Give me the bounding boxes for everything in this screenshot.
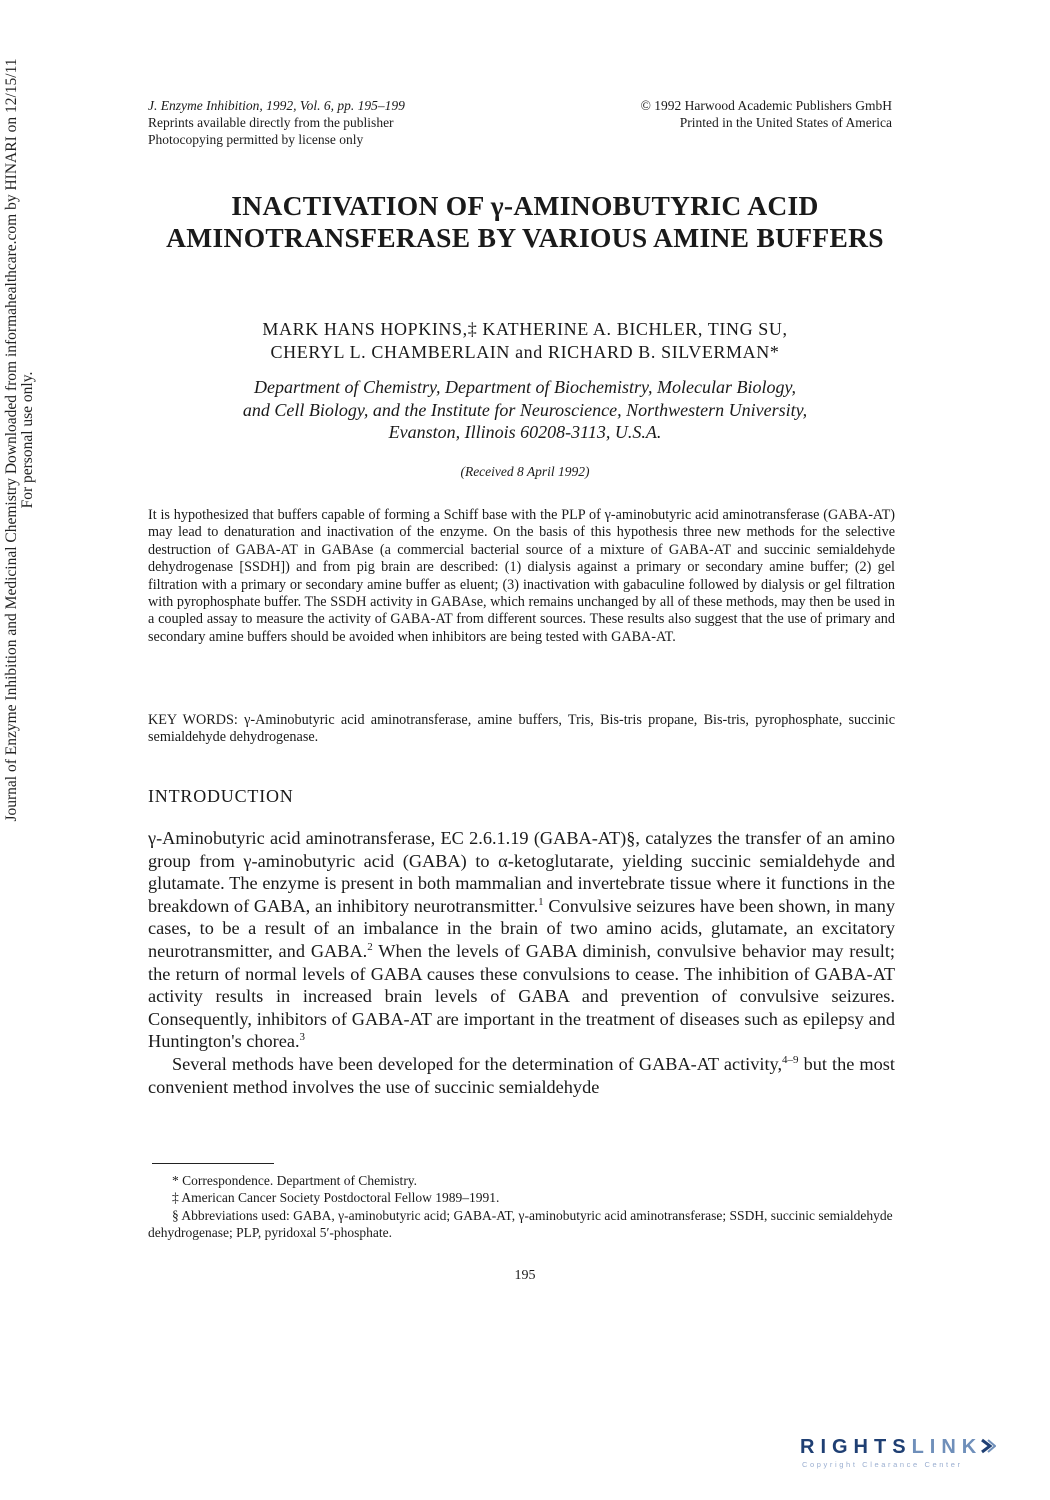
footnote: * Correspondence. Department of Chemistry.: [172, 1173, 418, 1188]
keywords-text: γ-Aminobutyric acid aminotransferase, amine buffers, Tris, Bis-tris propane, Bis-tris, pyrophosphate, succinic semialdehyde dehydrogenase.: [148, 712, 896, 746]
affiliation-line: Department of Chemistry, Department of Biochemistry, Molecular Biology,: [254, 377, 796, 397]
footnote: § Abbreviations used: GABA, γ-aminobutyric acid; GABA-AT, γ-aminobutyric acid aminotransferase; SSDH, succinic semialdehyde dehydrogenase; PLP, pyridoxal 5′-phosphate.: [148, 1207, 893, 1240]
watermark-line: Journal of Enzyme Inhibition and Medicinal Chemistry Downloaded from informahealthcare.com by HINARI on 12/15/11: [3, 58, 20, 822]
abstract: It is hypothesized that buffers capable of forming a Schiff base with the PLP of γ-aminobutyric acid aminotransferase (GABA-AT) may lead to denaturation and inactivation of the enzyme. On the basis of this hypothesis three new methods for the selective destruction of GABA-AT in GABAse (a commercial bacterial source of a mixture of GABA-AT and succinic semialdehyde dehydrogenase [SSDH]) and from pig brain are described: (1) dialysis against a primary or secondary amine buffer; (2) gel filtration with a primary or secondary amine buffer as eluent; (3) inactivation with gabaculine followed by dialysis or gel filtration with pyrophosphate buffer. The SSDH activity in GABAse, which remains unchanged by all of these methods, may then be used in a coupled assay to measure the activity of GABA-AT from different sources. These results also suggest that the use of primary and secondary amine buffers should be avoided when inhibitors are being tested with GABA-AT.: [148, 507, 895, 645]
footnote: ‡ American Cancer Society Postdoctoral Fellow 1989–1991.: [172, 1190, 500, 1206]
citation-ref: 2: [367, 940, 373, 953]
watermark-line: For personal use only.: [19, 371, 36, 509]
introduction-body: [148, 827, 895, 1098]
rightslink-subtitle: Copyright Clearance Center: [802, 1460, 963, 1469]
author-line: CHERYL L. CHAMBERLAIN and RICHARD B. SILVERMAN*: [270, 342, 780, 362]
affiliation-line: and Cell Biology, and the Institute for Neuroscience, Northwestern University,: [242, 399, 808, 420]
received-date: (Received 8 April 1992): [460, 464, 590, 479]
copyright-line: © 1992 Harwood Academic Publishers GmbH: [640, 98, 892, 113]
printed-line: Printed in the United States of America: [679, 115, 892, 130]
keywords-label: KEY WORDS:: [148, 712, 238, 728]
rightslink-logo: [800, 1436, 1035, 1476]
affiliation: [120, 376, 930, 444]
footnotes: [148, 1172, 895, 1241]
paragraph: Several methods have been developed for the determination of GABA-AT activity,$^{4-9}$ but the most convenient method involves the use of succinic semialdehyde: [148, 1053, 895, 1097]
rightslink-wordmark: RIGHTSLINK: [800, 1436, 1035, 1459]
author-line: MARK HANS HOPKINS,‡ KATHERINE A. BICHLER, TING SU,: [262, 319, 788, 339]
page-number: 195: [514, 1268, 536, 1283]
paragraph: γ-Aminobutyric acid aminotransferase, EC 2.6.1.19 (GABA-AT)§, catalyzes the transfer of an amino group from γ-aminobutyric acid (GABA) to α-ketoglutarate, yielding succinic semialdehyde and glutamate. The enzyme is present in both mammalian and invertebrate tissue where it functions in the breakdown of GABA, an inhibitory neurotransmitter.$^1$ Convulsive seizures have been shown, in many cases, to be a result of an imbalance in the brain of two amino acids, glutamate, an excitatory neurotransmitter, and GABA.$^2$ When the levels of GABA diminish, convulsive behavior may result; the return of normal levels of GABA causes these convulsions to cease. The inhibition of GABA-AT activity results in increased brain levels of GABA and prevention of convulsive seizures. Consequently, inhibitors of GABA-AT are important in the treatment of diseases such as epilepsy and Huntington's chorea.$^3$: [148, 828, 895, 1052]
photocopy-note: Photocopying permitted by license only: [148, 132, 364, 147]
publisher-header: [492, 97, 892, 131]
author-list: [120, 318, 930, 364]
citation-ref: 4–9: [782, 1053, 799, 1066]
article-title: INACTIVATION OF γ-AMINOBUTYRIC ACID AMINOTRANSFERASE BY VARIOUS AMINE BUFFERS: [166, 190, 884, 253]
journal-citation: J. Enzyme Inhibition, 1992, Vol. 6, pp. 195–199: [148, 98, 405, 113]
footnote-divider: [152, 1163, 274, 1164]
affiliation-line: Evanston, Illinois 60208-3113, U.S.A.: [388, 422, 662, 442]
download-watermark: [4, 0, 48, 1190]
reprints-note: Reprints available directly from the publisher: [148, 115, 394, 130]
section-heading: INTRODUCTION: [148, 786, 294, 806]
keywords: [148, 712, 895, 747]
citation-ref: 1: [538, 895, 544, 908]
citation-ref: 3: [299, 1031, 306, 1044]
link-arrow-icon: [978, 1437, 996, 1455]
